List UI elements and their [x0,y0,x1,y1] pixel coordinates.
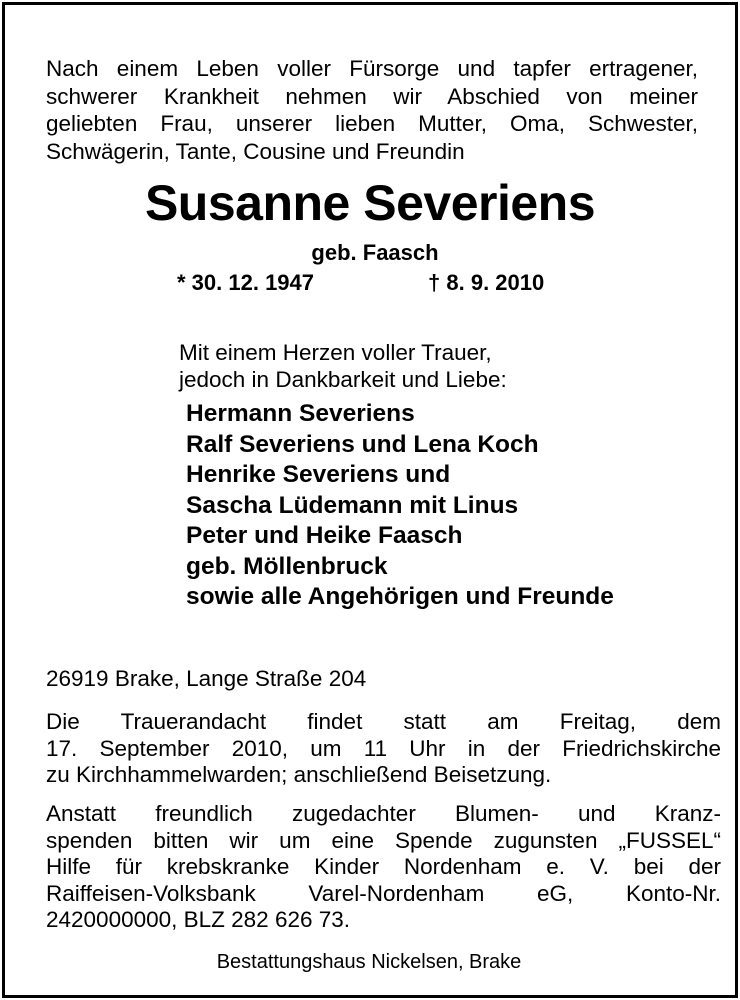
intro-line: Nach einem Leben voller Fürsorge und tapfer ertragener, [46,56,698,81]
mourning-line: jedoch in Dankbarkeit und Liebe: [179,367,507,392]
death-date-group [428,269,544,297]
donation-line: spenden bitten wir um eine Spende zugunsten „FUSSEL“ [46,827,721,853]
service-line: Die Trauerandacht findet statt am Freitag, dem [46,709,721,734]
cross-icon: † [428,270,441,295]
survivor-name: Henrike Severiens und [186,461,451,488]
intro-line: Schwägerin, Tante, Cousine und Freundin [46,138,465,164]
birth-date: * 30. 12. 1947 [177,270,315,295]
survivor-name: Peter und Heike Faasch [186,522,463,549]
donation-line: Hilfe für krebskranke Kinder Nordenham e. V. bei der [46,854,721,879]
address: 26919 Brake, Lange Straße 204 [46,666,367,691]
mourning-text [179,339,507,393]
donation-line: Raiffeisen-Volksbank Varel-Nordenham eG, Konto-Nr. [46,880,721,906]
maiden-name: geb. Faasch [311,240,439,265]
deceased-name: Susanne Severiens [144,175,596,231]
service-line: 17. September 2010, um 11 Uhr in der Friedrichskirche [46,735,721,761]
survivor-name: sowie alle Angehörigen und Freunde [186,583,614,610]
undertaker-credit: Bestattungshaus Nickelsen, Brake [216,951,522,973]
donation-line: Anstatt freundlich zugedachter Blumen- und Kranz- [46,801,721,826]
intro-text [46,55,698,165]
survivor-name: Sascha Lüdemann mit Linus [186,491,519,519]
survivor-name: geb. Möllenbruck [186,552,388,580]
survivor-name: Ralf Severiens und Lena Koch [186,430,539,458]
donation-line: 2420000000, BLZ 282 626 73. [46,907,351,932]
intro-line: schwerer Krankheit nehmen wir Abschied von meiner [46,83,698,109]
service-line: zu Kirchhammelwarden; anschließend Beisetzung. [46,762,552,787]
obituary-notice [2,2,738,998]
donation-info [46,801,721,934]
mourning-line: Mit einem Herzen voller Trauer, [179,340,492,365]
survivors-list [186,399,614,613]
service-info [46,709,721,789]
death-date: 8. 9. 2010 [446,270,545,295]
intro-line: geliebten Frau, unserer lieben Mutter, Oma, Schwester, [46,111,698,136]
survivor-name: Hermann Severiens [186,400,415,427]
